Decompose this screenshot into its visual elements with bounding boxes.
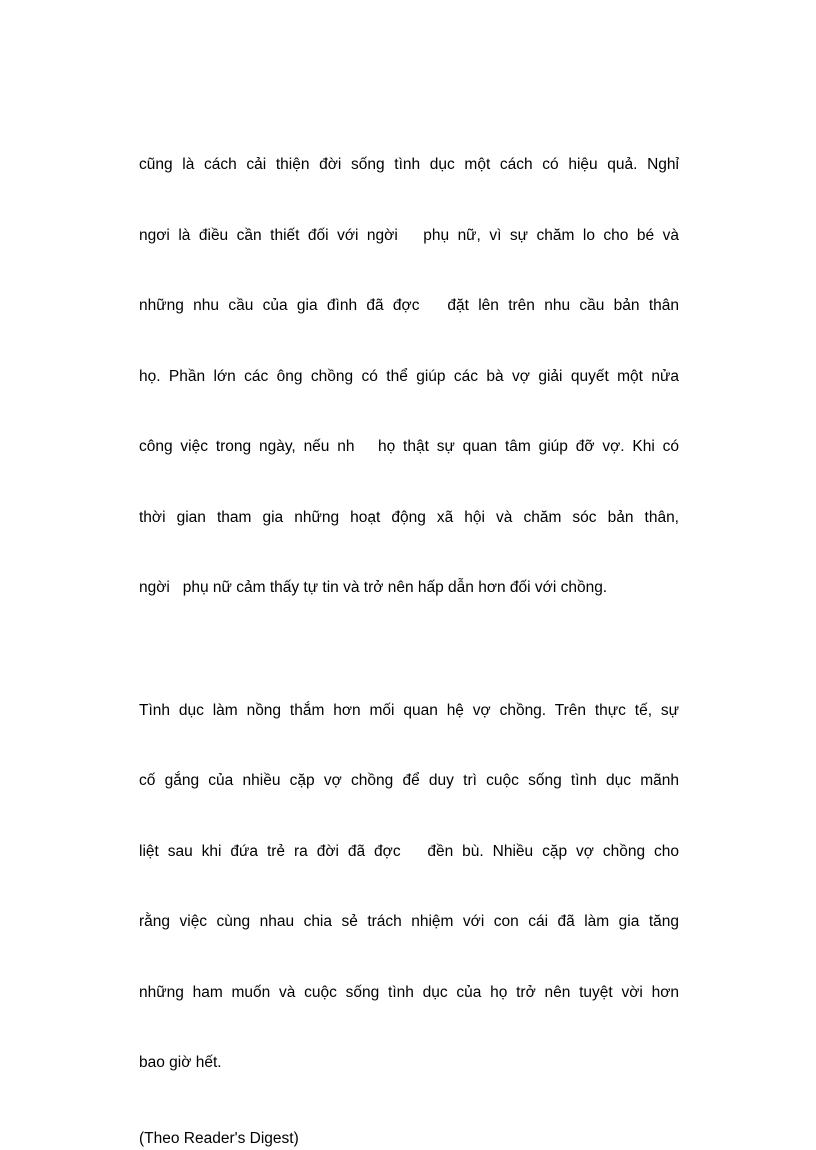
paragraph-2 — [139, 652, 679, 1122]
text-line: những nhu cầu của gia đình đã đợc đặt lên trên nhu cầu bản thân — [139, 294, 679, 318]
text-line: họ. Phần lớn các ông chồng có thể giúp các bà vợ giải quyết một nửa — [139, 365, 679, 389]
source-citation: (Theo Reader's Digest) — [139, 1127, 679, 1150]
article-body — [139, 106, 679, 1150]
text-line: cố gắng của nhiều cặp vợ chồng để duy trì cuộc sống tình dục mãnh — [139, 769, 679, 793]
text-line: cũng là cách cải thiện đời sống tình dục một cách có hiệu quả. Nghỉ — [139, 153, 679, 177]
text-line: rằng việc cùng nhau chia sẻ trách nhiệm với con cái đã làm gia tăng — [139, 910, 679, 934]
text-line: bao giờ hết. — [139, 1051, 679, 1075]
text-line: ngơi là điều cần thiết đối với ngời phụ nữ, vì sự chăm lo cho bé và — [139, 224, 679, 248]
text-line: công việc trong ngày, nếu nh họ thật sự quan tâm giúp đỡ vợ. Khi có — [139, 435, 679, 459]
text-line: những ham muốn và cuộc sống tình dục của họ trở nên tuyệt vời hơn — [139, 981, 679, 1005]
text-line: Tình dục làm nồng thắm hơn mối quan hệ vợ chồng. Trên thực tế, sự — [139, 699, 679, 723]
text-line: liệt sau khi đứa trẻ ra đời đã đợc đền bù. Nhiều cặp vợ chồng cho — [139, 840, 679, 864]
paragraph-1 — [139, 106, 679, 647]
text-line: ngời phụ nữ cảm thấy tự tin và trở nên hấp dẫn hơn đối với chồng. — [139, 576, 679, 600]
text-line: thời gian tham gia những hoạt động xã hội và chăm sóc bản thân, — [139, 506, 679, 530]
